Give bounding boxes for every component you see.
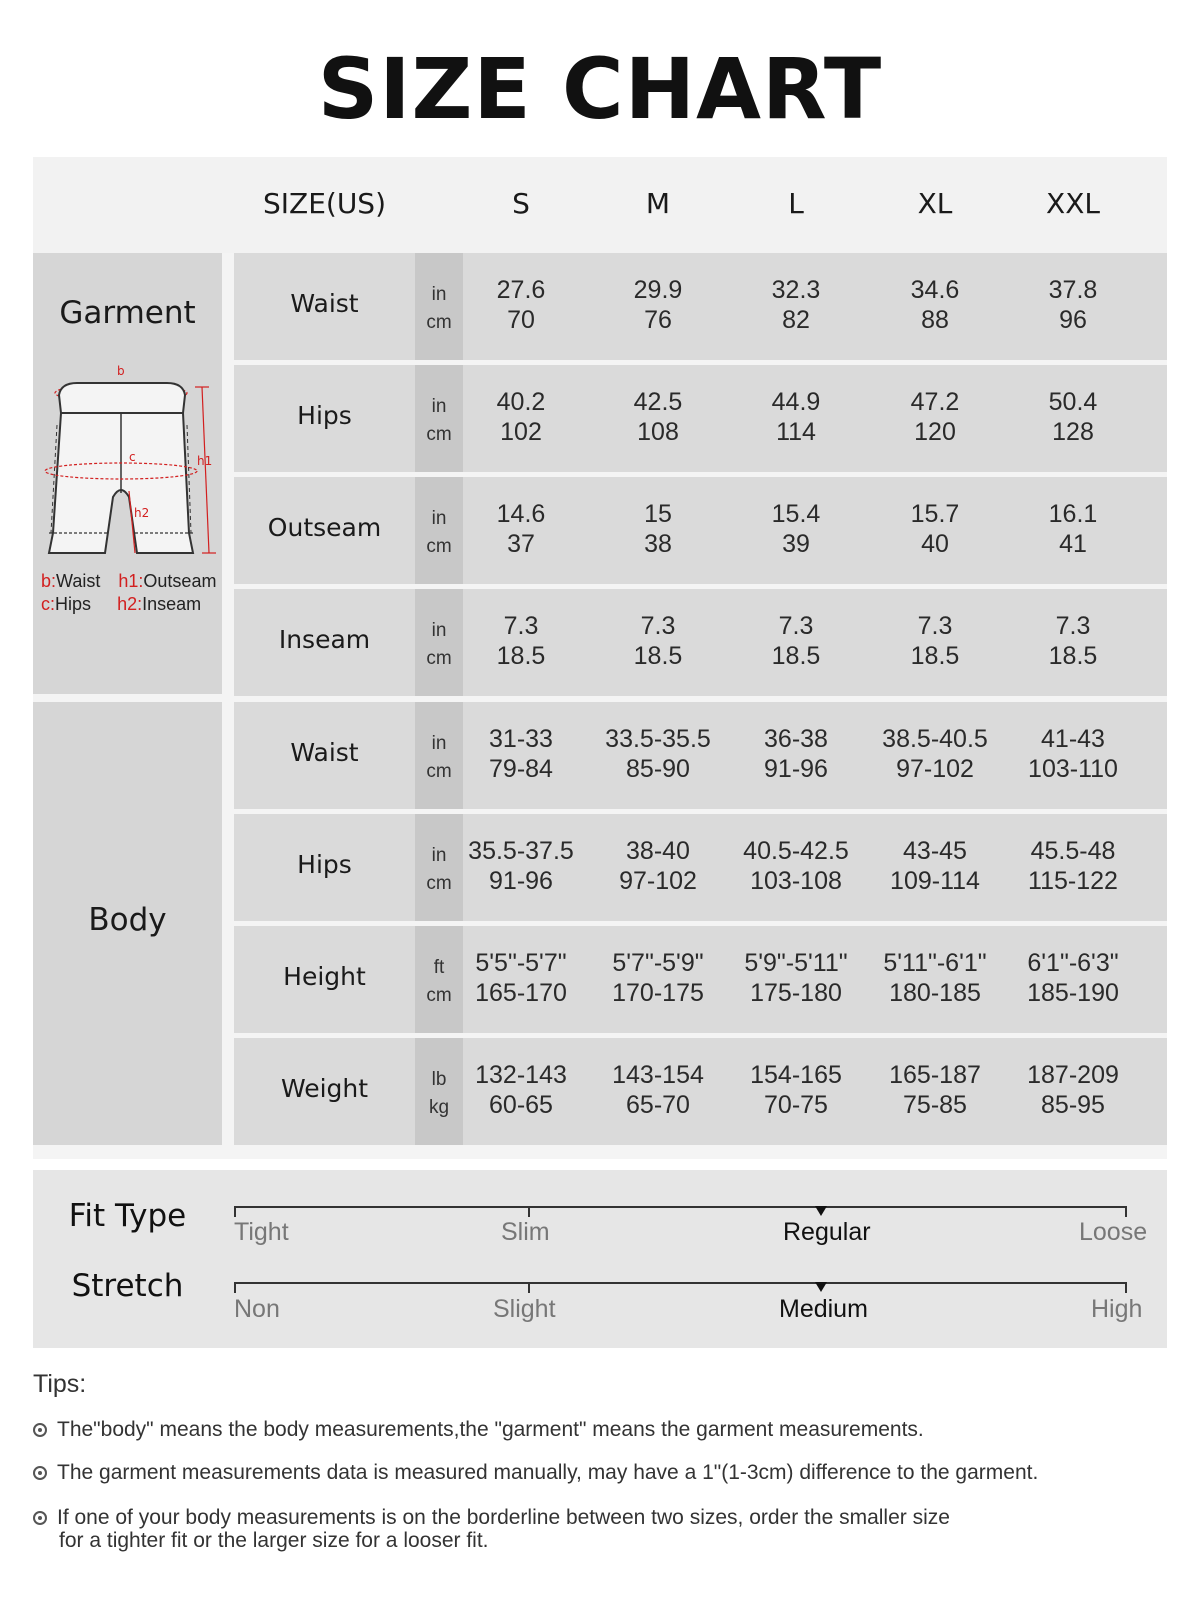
tip-item: The"body" means the body measurements,the "garment" means the garment measurements. bbox=[33, 1418, 924, 1441]
legend-h2-key: h2: bbox=[117, 594, 143, 614]
cell-xxl: 7.3 18.5 bbox=[1048, 612, 1098, 670]
fit-stretch-panel bbox=[33, 1170, 1167, 1348]
garment-group bbox=[33, 253, 222, 694]
table-row bbox=[234, 589, 1167, 696]
cell-xl: 165-187 75-85 bbox=[889, 1061, 981, 1119]
page-title: SIZE CHART bbox=[317, 40, 883, 138]
size-table bbox=[33, 157, 1167, 1159]
cell-m: 33.5-35.5 85-90 bbox=[605, 725, 711, 783]
cell-s: 14.6 37 bbox=[496, 500, 546, 558]
cell-l: 5'9"-5'11" 175-180 bbox=[744, 949, 848, 1007]
size-xxl-header: XXL bbox=[1046, 187, 1100, 220]
stretch-label: Stretch bbox=[71, 1268, 184, 1304]
cell-xxl: 6'1"-6'3" 185-190 bbox=[1027, 949, 1119, 1007]
cell-m: 5'7"-5'9" 170-175 bbox=[612, 949, 704, 1007]
cell-m: 15 38 bbox=[644, 500, 672, 558]
diagram-h1-line bbox=[202, 387, 209, 553]
row-units: in cm bbox=[426, 508, 452, 557]
bullet-icon bbox=[33, 1466, 47, 1480]
cell-xxl: 50.4 128 bbox=[1048, 388, 1098, 446]
diagram-mark-h2: h2 bbox=[134, 506, 150, 520]
fit-scale-line bbox=[234, 1206, 1127, 1208]
table-row bbox=[234, 814, 1167, 921]
table-header bbox=[33, 157, 1167, 253]
row-label: Hips bbox=[297, 850, 352, 879]
legend-h1-key: h1: bbox=[118, 571, 144, 591]
stretch-option-medium: Medium bbox=[779, 1295, 868, 1323]
cell-xxl: 16.1 41 bbox=[1048, 500, 1098, 558]
row-label: Outseam bbox=[267, 513, 382, 542]
cell-s: 27.6 70 bbox=[496, 276, 546, 334]
cell-l: 7.3 18.5 bbox=[771, 612, 821, 670]
fit-marker-icon bbox=[815, 1206, 827, 1216]
stretch-option-slight: Slight bbox=[493, 1295, 556, 1323]
row-units: in cm bbox=[426, 620, 452, 669]
row-label: Waist bbox=[290, 738, 359, 767]
cell-xxl: 41-43 103-110 bbox=[1028, 725, 1118, 783]
size-xl-header: XL bbox=[917, 187, 953, 220]
fit-option-slim: Slim bbox=[501, 1218, 550, 1246]
cell-xxl: 45.5-48 115-122 bbox=[1028, 837, 1118, 895]
stretch-tick bbox=[234, 1283, 236, 1293]
cell-xl: 43-45 109-114 bbox=[890, 837, 980, 895]
cell-xl: 34.6 88 bbox=[910, 276, 960, 334]
row-units: in cm bbox=[426, 733, 452, 782]
cell-l: 44.9 114 bbox=[771, 388, 821, 446]
tip-item: If one of your body measurements is on the borderline between two sizes, order the smaller size for a tighter fit or the larger size for a looser fit. bbox=[33, 1506, 950, 1552]
table-row bbox=[234, 702, 1167, 809]
diagram-mark-b: b bbox=[117, 365, 125, 378]
fit-tick bbox=[234, 1207, 236, 1217]
cell-l: 32.3 82 bbox=[771, 276, 821, 334]
fit-option-loose: Loose bbox=[1079, 1218, 1148, 1246]
fit-tick bbox=[528, 1207, 530, 1217]
row-label: Inseam bbox=[278, 625, 371, 654]
cell-l: 154-165 70-75 bbox=[750, 1061, 842, 1119]
tips-title: Tips: bbox=[33, 1370, 87, 1398]
tip-item: The garment measurements data is measured manually, may have a 1"(1-3cm) difference to the garment. bbox=[33, 1461, 1038, 1484]
fit-type-label: Fit Type bbox=[68, 1198, 187, 1234]
row-label: Height bbox=[283, 962, 366, 991]
stretch-option-high: High bbox=[1091, 1295, 1143, 1323]
stretch-option-non: Non bbox=[234, 1295, 280, 1323]
size-us-header: SIZE(US) bbox=[262, 187, 387, 220]
table-row bbox=[234, 253, 1167, 360]
cell-xl: 47.2 120 bbox=[910, 388, 960, 446]
row-units: in cm bbox=[426, 845, 452, 894]
row-units: in cm bbox=[426, 396, 452, 445]
row-units: ft cm bbox=[426, 957, 452, 1006]
legend-line-1 bbox=[41, 571, 216, 592]
cell-xl: 5'11"-6'1" 180-185 bbox=[883, 949, 987, 1007]
row-units: lb kg bbox=[428, 1069, 450, 1118]
cell-s: 31-33 79-84 bbox=[489, 725, 553, 783]
legend-c-text: Hips bbox=[55, 594, 92, 614]
stretch-tick bbox=[528, 1283, 530, 1293]
stretch-marker-icon bbox=[815, 1282, 827, 1292]
cell-m: 29.9 76 bbox=[633, 276, 683, 334]
cell-xl: 38.5-40.5 97-102 bbox=[882, 725, 988, 783]
cell-l: 36-38 91-96 bbox=[764, 725, 828, 783]
cell-l: 15.4 39 bbox=[771, 500, 821, 558]
fit-option-regular: Regular bbox=[783, 1218, 871, 1246]
fit-tick bbox=[1125, 1207, 1127, 1217]
size-s-header: S bbox=[512, 187, 530, 220]
row-label: Waist bbox=[290, 289, 359, 318]
cell-s: 40.2 102 bbox=[496, 388, 546, 446]
tip-continuation: for a tighter fit or the larger size for a looser fit. bbox=[59, 1529, 489, 1552]
stretch-tick bbox=[1125, 1283, 1127, 1293]
legend-b-key: b: bbox=[41, 571, 57, 591]
cell-l: 40.5-42.5 103-108 bbox=[743, 837, 849, 895]
cell-s: 35.5-37.5 91-96 bbox=[468, 837, 574, 895]
cell-xl: 7.3 18.5 bbox=[910, 612, 960, 670]
table-row bbox=[234, 477, 1167, 584]
cell-s: 5'5"-5'7" 165-170 bbox=[475, 949, 567, 1007]
legend-b-text: Waist bbox=[56, 571, 101, 591]
legend-h1-text: Outseam bbox=[143, 571, 217, 591]
size-m-header: M bbox=[645, 187, 671, 220]
diagram-waistband bbox=[59, 383, 185, 413]
size-l-header: L bbox=[788, 187, 804, 220]
cell-m: 42.5 108 bbox=[633, 388, 683, 446]
garment-label: Garment bbox=[59, 295, 196, 331]
legend-line-2 bbox=[41, 594, 201, 615]
cell-m: 143-154 65-70 bbox=[612, 1061, 704, 1119]
body-group bbox=[33, 702, 222, 1145]
row-label: Hips bbox=[297, 401, 352, 430]
cell-s: 7.3 18.5 bbox=[496, 612, 546, 670]
diagram-mark-c: c bbox=[129, 450, 136, 464]
fit-option-tight: Tight bbox=[234, 1218, 289, 1246]
body-label: Body bbox=[88, 902, 167, 938]
cell-xl: 15.7 40 bbox=[910, 500, 960, 558]
stretch-scale-line bbox=[234, 1282, 1127, 1284]
diagram-mark-h1: h1 bbox=[197, 454, 213, 468]
table-row bbox=[234, 926, 1167, 1033]
cell-s: 132-143 60-65 bbox=[475, 1061, 567, 1119]
row-label: Weight bbox=[280, 1074, 369, 1103]
cell-xxl: 187-209 85-95 bbox=[1027, 1061, 1119, 1119]
table-row bbox=[234, 365, 1167, 472]
legend-h2-text: Inseam bbox=[142, 594, 202, 614]
cell-m: 38-40 97-102 bbox=[619, 837, 697, 895]
cell-m: 7.3 18.5 bbox=[633, 612, 683, 670]
cell-xxl: 37.8 96 bbox=[1048, 276, 1098, 334]
shorts-diagram-icon bbox=[37, 365, 217, 565]
table-row bbox=[234, 1038, 1167, 1145]
bullet-icon bbox=[33, 1511, 47, 1525]
bullet-icon bbox=[33, 1423, 47, 1437]
row-units: in cm bbox=[426, 284, 452, 333]
legend-c-key: c: bbox=[41, 594, 56, 614]
